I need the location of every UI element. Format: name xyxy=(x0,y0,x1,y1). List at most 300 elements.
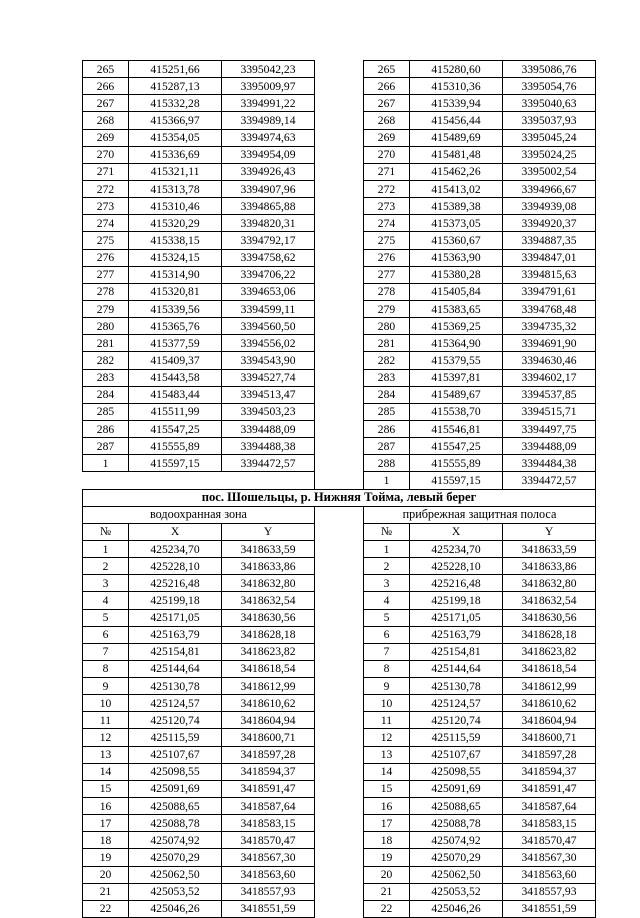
right-point-number: 2 xyxy=(364,558,410,575)
left-point-number: 279 xyxy=(83,300,129,317)
left-y-coordinate: 3394543,90 xyxy=(222,352,315,369)
table-row xyxy=(83,678,596,695)
right-y-coordinate: 3395024,25 xyxy=(503,146,596,163)
right-point-number: 285 xyxy=(364,403,410,420)
right-point-number: 16 xyxy=(364,798,410,815)
table-row xyxy=(83,540,596,557)
right-x-coordinate: 425124,57 xyxy=(410,695,503,712)
left-x-coordinate: 425098,55 xyxy=(129,763,222,780)
table-row xyxy=(83,729,596,746)
table-row xyxy=(83,798,596,815)
column-gap xyxy=(315,146,364,163)
left-x-coordinate: 425199,18 xyxy=(129,592,222,609)
right-y-coordinate: 3395054,76 xyxy=(503,78,596,95)
right-point-number: 3 xyxy=(364,575,410,592)
right-y-coordinate: 3418563,60 xyxy=(503,866,596,883)
right-point-number: 288 xyxy=(364,455,410,472)
right-x-coordinate: 425130,78 xyxy=(410,678,503,695)
table-row xyxy=(83,455,596,472)
right-y-coordinate: 3394791,61 xyxy=(503,283,596,300)
left-point-number: 278 xyxy=(83,283,129,300)
right-x-coordinate: 425144,64 xyxy=(410,660,503,677)
right-point-number: 266 xyxy=(364,78,410,95)
right-point-number: 22 xyxy=(364,900,410,917)
right-point-number: 12 xyxy=(364,729,410,746)
column-gap xyxy=(315,695,364,712)
column-gap xyxy=(315,232,364,249)
column-gap xyxy=(315,215,364,232)
right-x-coordinate: 425216,48 xyxy=(410,575,503,592)
left-point-number: 275 xyxy=(83,232,129,249)
right-point-number: 283 xyxy=(364,369,410,386)
left-x-coordinate: 425062,50 xyxy=(129,866,222,883)
bottom-coordinates-body xyxy=(83,540,596,917)
table-row xyxy=(83,712,596,729)
column-gap xyxy=(315,369,364,386)
column-gap xyxy=(315,352,364,369)
left-point-number: 1 xyxy=(83,540,129,557)
left-point-number: 280 xyxy=(83,318,129,335)
left-y-coordinate: 3418618,54 xyxy=(222,660,315,677)
table-row xyxy=(83,249,596,266)
left-y-coordinate: 3418570,47 xyxy=(222,832,315,849)
right-x-coordinate: 415280,60 xyxy=(410,61,503,78)
left-y-coordinate: 3418632,80 xyxy=(222,575,315,592)
left-y-coordinate: 3394653,06 xyxy=(222,283,315,300)
left-y-coordinate: 3418628,18 xyxy=(222,626,315,643)
table-row xyxy=(83,146,596,163)
table-row xyxy=(83,558,596,575)
right-y-coordinate: 3418618,54 xyxy=(503,660,596,677)
column-gap xyxy=(315,506,364,523)
table-row xyxy=(83,438,596,455)
left-zone-label: водоохранная зона xyxy=(83,506,315,523)
table-row xyxy=(83,198,596,215)
left-x-coordinate: 415313,78 xyxy=(129,180,222,197)
right-y-coordinate: 3418600,71 xyxy=(503,729,596,746)
left-point-number: 281 xyxy=(83,335,129,352)
left-y-coordinate: 3394820,31 xyxy=(222,215,315,232)
right-y-coordinate: 3394691,90 xyxy=(503,335,596,352)
right-x-coordinate: 425120,74 xyxy=(410,712,503,729)
right-x-coordinate: 425234,70 xyxy=(410,540,503,557)
section-header xyxy=(83,489,596,540)
table-row xyxy=(83,815,596,832)
column-gap xyxy=(315,609,364,626)
left-point-number: 11 xyxy=(83,712,129,729)
right-point-number: 281 xyxy=(364,335,410,352)
right-y-coordinate: 3395037,93 xyxy=(503,112,596,129)
left-x-coordinate: 415320,81 xyxy=(129,283,222,300)
right-point-number: 18 xyxy=(364,832,410,849)
left-point-number: 3 xyxy=(83,575,129,592)
right-x-coordinate: 415389,38 xyxy=(410,198,503,215)
column-gap xyxy=(315,575,364,592)
right-point-number: 278 xyxy=(364,283,410,300)
left-y-coordinate: 3418597,28 xyxy=(222,746,315,763)
right-x-coordinate: 415360,67 xyxy=(410,232,503,249)
right-x-coordinate: 415310,36 xyxy=(410,78,503,95)
left-x-coordinate: 415365,76 xyxy=(129,318,222,335)
table-row xyxy=(83,626,596,643)
right-point-number: 268 xyxy=(364,112,410,129)
empty-cell xyxy=(222,472,315,489)
left-x-coordinate: 425046,26 xyxy=(129,900,222,917)
right-y-coordinate: 3418604,94 xyxy=(503,712,596,729)
right-y-coordinate: 3394920,37 xyxy=(503,215,596,232)
left-y-coordinate: 3418610,62 xyxy=(222,695,315,712)
left-point-number: 9 xyxy=(83,678,129,695)
column-gap xyxy=(315,729,364,746)
column-gap xyxy=(315,112,364,129)
left-y-coordinate: 3394792,17 xyxy=(222,232,315,249)
left-y-coordinate: 3394560,50 xyxy=(222,318,315,335)
left-y-coordinate: 3394954,09 xyxy=(222,146,315,163)
table-row xyxy=(83,232,596,249)
right-point-number: 282 xyxy=(364,352,410,369)
left-point-number: 267 xyxy=(83,95,129,112)
column-gap xyxy=(315,180,364,197)
right-y-coordinate: 3395045,24 xyxy=(503,129,596,146)
column-gap xyxy=(315,626,364,643)
column-gap xyxy=(315,129,364,146)
left-point-number: 12 xyxy=(83,729,129,746)
column-gap xyxy=(315,798,364,815)
column-gap xyxy=(315,163,364,180)
right-point-number: 270 xyxy=(364,146,410,163)
left-point-number: 1 xyxy=(83,455,129,472)
column-gap xyxy=(315,420,364,437)
right-y-coordinate: 3394537,85 xyxy=(503,386,596,403)
column-gap xyxy=(315,678,364,695)
table-row xyxy=(83,78,596,95)
right-x-coordinate: 425228,10 xyxy=(410,558,503,575)
right-x-coordinate: 415481,48 xyxy=(410,146,503,163)
right-point-number: 279 xyxy=(364,300,410,317)
table-row xyxy=(83,472,596,489)
right-x-coordinate: 425062,50 xyxy=(410,866,503,883)
right-y-coordinate: 3418597,28 xyxy=(503,746,596,763)
left-point-number: 274 xyxy=(83,215,129,232)
left-point-number: 282 xyxy=(83,352,129,369)
left-y-coordinate: 3418551,59 xyxy=(222,900,315,917)
right-x-coordinate: 425115,59 xyxy=(410,729,503,746)
left-y-coordinate: 3394865,88 xyxy=(222,198,315,215)
right-y-coordinate: 3394847,01 xyxy=(503,249,596,266)
column-gap xyxy=(315,540,364,557)
right-x-coordinate: 415546,81 xyxy=(410,420,503,437)
table-row xyxy=(83,832,596,849)
empty-cell xyxy=(83,472,129,489)
left-y-coordinate: 3394503,23 xyxy=(222,403,315,420)
left-point-number: 268 xyxy=(83,112,129,129)
right-x-coordinate: 415383,65 xyxy=(410,300,503,317)
left-x-coordinate: 415287,13 xyxy=(129,78,222,95)
left-x-coordinate: 415336,69 xyxy=(129,146,222,163)
left-point-number: 284 xyxy=(83,386,129,403)
right-x-coordinate: 425088,65 xyxy=(410,798,503,815)
left-x-coordinate: 415314,90 xyxy=(129,266,222,283)
left-point-number: 273 xyxy=(83,198,129,215)
column-gap xyxy=(315,403,364,420)
left-point-number: 7 xyxy=(83,643,129,660)
right-y-coordinate: 3418583,15 xyxy=(503,815,596,832)
left-point-number: 285 xyxy=(83,403,129,420)
right-x-coordinate: 415379,55 xyxy=(410,352,503,369)
right-point-number: 5 xyxy=(364,609,410,626)
right-y-coordinate: 3418633,86 xyxy=(503,558,596,575)
right-point-number: 15 xyxy=(364,780,410,797)
right-x-coordinate: 415373,05 xyxy=(410,215,503,232)
left-y-coordinate: 3418591,47 xyxy=(222,780,315,797)
right-x-coordinate: 415339,94 xyxy=(410,95,503,112)
left-x-coordinate: 415597,15 xyxy=(129,455,222,472)
left-x-coordinate: 425228,10 xyxy=(129,558,222,575)
left-x-coordinate: 415547,25 xyxy=(129,420,222,437)
right-point-number: 14 xyxy=(364,763,410,780)
left-x-coordinate: 415483,44 xyxy=(129,386,222,403)
left-point-number: 2 xyxy=(83,558,129,575)
column-gap xyxy=(315,832,364,849)
left-point-number: 5 xyxy=(83,609,129,626)
right-point-number: 267 xyxy=(364,95,410,112)
left-y-coordinate: 3394758,62 xyxy=(222,249,315,266)
right-x-coordinate: 415462,26 xyxy=(410,163,503,180)
right-x-coordinate: 425163,79 xyxy=(410,626,503,643)
table-row xyxy=(83,592,596,609)
right-x-coordinate: 415555,89 xyxy=(410,455,503,472)
column-gap xyxy=(315,900,364,917)
column-gap xyxy=(315,335,364,352)
right-y-coordinate: 3418591,47 xyxy=(503,780,596,797)
table-row xyxy=(83,746,596,763)
left-point-number: 4 xyxy=(83,592,129,609)
right-point-number: 6 xyxy=(364,626,410,643)
table-row xyxy=(83,180,596,197)
right-point-number: 19 xyxy=(364,849,410,866)
right-y-coordinate: 3418551,59 xyxy=(503,900,596,917)
right-x-coordinate: 425154,81 xyxy=(410,643,503,660)
left-y-coordinate: 3394488,38 xyxy=(222,438,315,455)
right-x-coordinate: 415405,84 xyxy=(410,283,503,300)
right-y-coordinate: 3418567,30 xyxy=(503,849,596,866)
right-y-coordinate: 3394768,48 xyxy=(503,300,596,317)
left-x-coordinate: 425107,67 xyxy=(129,746,222,763)
right-y-coordinate: 3394488,09 xyxy=(503,438,596,455)
table-row xyxy=(83,660,596,677)
left-y-coordinate: 3418612,99 xyxy=(222,678,315,695)
right-x-coordinate: 415380,28 xyxy=(410,266,503,283)
right-x-coordinate: 425098,55 xyxy=(410,763,503,780)
left-point-number: 276 xyxy=(83,249,129,266)
table-row xyxy=(83,643,596,660)
right-x-coordinate: 425053,52 xyxy=(410,883,503,900)
column-gap xyxy=(315,558,364,575)
right-point-number: 7 xyxy=(364,643,410,660)
right-y-coordinate: 3418610,62 xyxy=(503,695,596,712)
left-x-coordinate: 425053,52 xyxy=(129,883,222,900)
right-point-number: 20 xyxy=(364,866,410,883)
right-x-coordinate: 415489,69 xyxy=(410,129,503,146)
right-y-coordinate: 3418632,80 xyxy=(503,575,596,592)
table-row xyxy=(83,369,596,386)
right-x-coordinate: 415489,67 xyxy=(410,386,503,403)
right-y-coordinate: 3395086,76 xyxy=(503,61,596,78)
left-y-coordinate: 3394556,02 xyxy=(222,335,315,352)
right-y-coordinate: 3394497,75 xyxy=(503,420,596,437)
table-row xyxy=(83,61,596,78)
column-gap xyxy=(315,95,364,112)
right-x-coordinate: 415369,25 xyxy=(410,318,503,335)
table-row xyxy=(83,883,596,900)
left-point-number: 14 xyxy=(83,763,129,780)
right-point-number: 276 xyxy=(364,249,410,266)
column-gap xyxy=(315,472,364,489)
left-x-coordinate: 415320,29 xyxy=(129,215,222,232)
left-x-coordinate: 415366,97 xyxy=(129,112,222,129)
left-x-coordinate: 425091,69 xyxy=(129,780,222,797)
left-point-number: 270 xyxy=(83,146,129,163)
left-y-coordinate: 3395009,97 xyxy=(222,78,315,95)
table-row xyxy=(83,318,596,335)
left-y-coordinate: 3395042,23 xyxy=(222,61,315,78)
left-point-number: 286 xyxy=(83,420,129,437)
right-point-number: 269 xyxy=(364,129,410,146)
left-y-coordinate: 3418567,30 xyxy=(222,849,315,866)
column-gap xyxy=(315,523,364,540)
left-header-y: Y xyxy=(222,523,315,540)
right-header-x: X xyxy=(410,523,503,540)
left-y-coordinate: 3418633,59 xyxy=(222,540,315,557)
left-point-number: 18 xyxy=(83,832,129,849)
table-row xyxy=(83,352,596,369)
column-gap xyxy=(315,438,364,455)
right-x-coordinate: 415397,81 xyxy=(410,369,503,386)
left-x-coordinate: 415339,56 xyxy=(129,300,222,317)
left-point-number: 22 xyxy=(83,900,129,917)
right-x-coordinate: 415363,90 xyxy=(410,249,503,266)
column-gap xyxy=(315,249,364,266)
left-y-coordinate: 3418632,54 xyxy=(222,592,315,609)
left-x-coordinate: 425144,64 xyxy=(129,660,222,677)
left-x-coordinate: 425234,70 xyxy=(129,540,222,557)
left-x-coordinate: 415310,46 xyxy=(129,198,222,215)
left-y-coordinate: 3394989,14 xyxy=(222,112,315,129)
right-y-coordinate: 3394515,71 xyxy=(503,403,596,420)
column-gap xyxy=(315,780,364,797)
left-x-coordinate: 425130,78 xyxy=(129,678,222,695)
right-point-number: 280 xyxy=(364,318,410,335)
left-y-coordinate: 3418633,86 xyxy=(222,558,315,575)
column-gap xyxy=(315,455,364,472)
right-y-coordinate: 3418587,64 xyxy=(503,798,596,815)
left-x-coordinate: 415443,58 xyxy=(129,369,222,386)
table-row xyxy=(83,335,596,352)
column-gap xyxy=(315,592,364,609)
left-x-coordinate: 415511,99 xyxy=(129,403,222,420)
zone-labels-row xyxy=(83,506,596,523)
right-point-number: 287 xyxy=(364,438,410,455)
left-x-coordinate: 425070,29 xyxy=(129,849,222,866)
right-y-coordinate: 3395040,63 xyxy=(503,95,596,112)
right-y-coordinate: 3418557,93 xyxy=(503,883,596,900)
right-header-y: Y xyxy=(503,523,596,540)
column-gap xyxy=(315,712,364,729)
left-x-coordinate: 425163,79 xyxy=(129,626,222,643)
right-y-coordinate: 3394472,57 xyxy=(503,472,596,489)
left-point-number: 13 xyxy=(83,746,129,763)
right-x-coordinate: 425074,92 xyxy=(410,832,503,849)
right-y-coordinate: 3394815,63 xyxy=(503,266,596,283)
right-y-coordinate: 3418594,37 xyxy=(503,763,596,780)
left-point-number: 272 xyxy=(83,180,129,197)
left-y-coordinate: 3394488,09 xyxy=(222,420,315,437)
right-x-coordinate: 425088,78 xyxy=(410,815,503,832)
right-y-coordinate: 3394630,46 xyxy=(503,352,596,369)
left-point-number: 277 xyxy=(83,266,129,283)
left-x-coordinate: 425088,65 xyxy=(129,798,222,815)
right-x-coordinate: 425199,18 xyxy=(410,592,503,609)
right-point-number: 271 xyxy=(364,163,410,180)
table-row xyxy=(83,900,596,917)
left-y-coordinate: 3418557,93 xyxy=(222,883,315,900)
table-row xyxy=(83,300,596,317)
left-header-number: № xyxy=(83,523,129,540)
right-point-number: 277 xyxy=(364,266,410,283)
table-row xyxy=(83,215,596,232)
right-y-coordinate: 3418628,18 xyxy=(503,626,596,643)
right-point-number: 17 xyxy=(364,815,410,832)
right-y-coordinate: 3394887,35 xyxy=(503,232,596,249)
column-gap xyxy=(315,266,364,283)
section-title: пос. Шошельцы, р. Нижняя Тойма, левый берег xyxy=(83,489,596,506)
left-y-coordinate: 3418587,64 xyxy=(222,798,315,815)
table-row xyxy=(83,283,596,300)
right-y-coordinate: 3394939,08 xyxy=(503,198,596,215)
right-point-number: 8 xyxy=(364,660,410,677)
right-x-coordinate: 415597,15 xyxy=(410,472,503,489)
right-y-coordinate: 3418633,59 xyxy=(503,540,596,557)
left-y-coordinate: 3418583,15 xyxy=(222,815,315,832)
column-gap xyxy=(315,883,364,900)
top-coordinates-body xyxy=(83,61,596,490)
table-row xyxy=(83,95,596,112)
left-point-number: 15 xyxy=(83,780,129,797)
left-y-coordinate: 3394599,11 xyxy=(222,300,315,317)
table-row xyxy=(83,129,596,146)
right-x-coordinate: 425091,69 xyxy=(410,780,503,797)
left-y-coordinate: 3418594,37 xyxy=(222,763,315,780)
column-gap xyxy=(315,815,364,832)
table-row xyxy=(83,780,596,797)
right-point-number: 10 xyxy=(364,695,410,712)
table-row xyxy=(83,163,596,180)
left-x-coordinate: 415332,28 xyxy=(129,95,222,112)
right-y-coordinate: 3394484,38 xyxy=(503,455,596,472)
column-gap xyxy=(315,643,364,660)
right-x-coordinate: 415547,25 xyxy=(410,438,503,455)
left-point-number: 283 xyxy=(83,369,129,386)
left-point-number: 265 xyxy=(83,61,129,78)
column-gap xyxy=(315,198,364,215)
column-gap xyxy=(315,866,364,883)
left-point-number: 20 xyxy=(83,866,129,883)
column-gap xyxy=(315,318,364,335)
table-row xyxy=(83,609,596,626)
left-point-number: 8 xyxy=(83,660,129,677)
column-gap xyxy=(315,763,364,780)
right-point-number: 286 xyxy=(364,420,410,437)
